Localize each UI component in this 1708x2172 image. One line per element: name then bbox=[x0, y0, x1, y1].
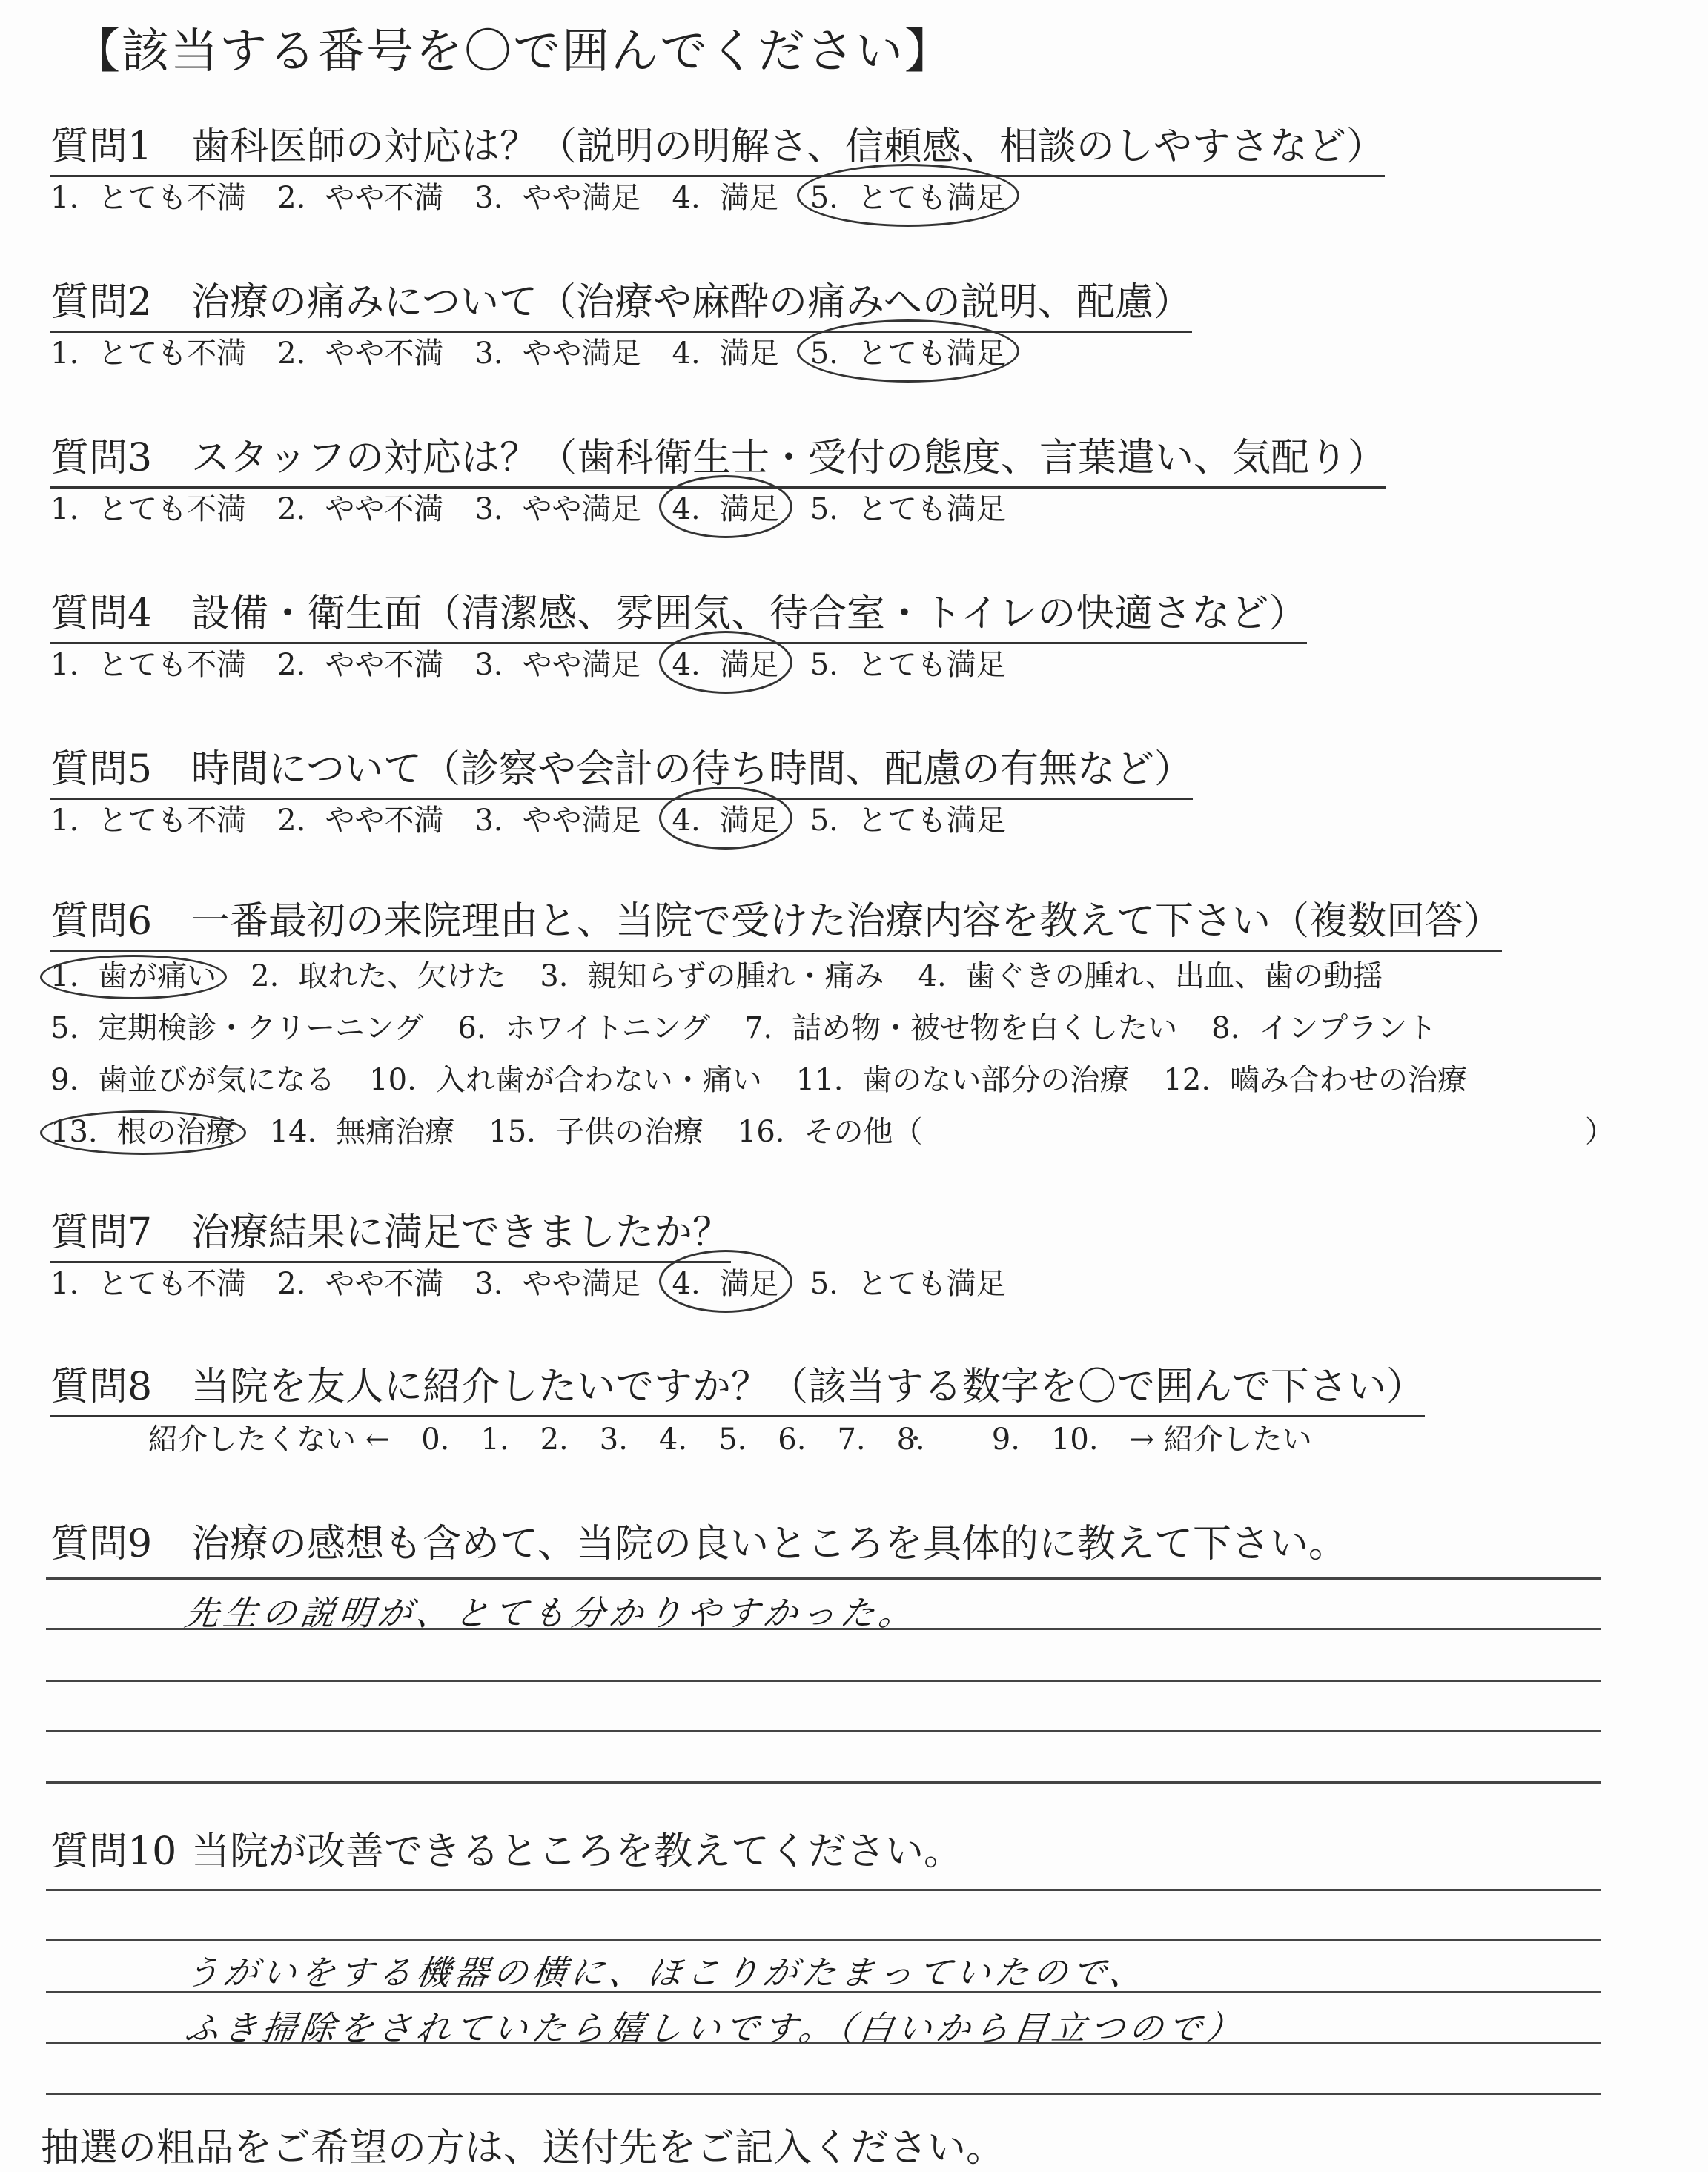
option-2[interactable] bbox=[277, 797, 443, 839]
option-16[interactable] bbox=[738, 1106, 923, 1158]
option-number: 2. bbox=[277, 337, 306, 371]
question-title: 質問7 治療結果に満足できましたか？ bbox=[50, 1201, 731, 1263]
option-label: 無痛治療 bbox=[336, 1115, 455, 1149]
option-8[interactable] bbox=[1211, 1002, 1437, 1054]
scale-value[interactable]: 10. bbox=[1050, 1423, 1099, 1457]
scale-value[interactable]: 5. bbox=[718, 1423, 747, 1457]
option-1[interactable] bbox=[50, 174, 246, 216]
option-number: 7. bbox=[744, 1011, 773, 1045]
option-number: 4. bbox=[672, 804, 701, 838]
option-number: 4. bbox=[672, 492, 701, 526]
option-row bbox=[50, 1002, 1501, 1054]
option-label: とても不満 bbox=[98, 648, 247, 682]
option-number: 3. bbox=[474, 804, 503, 838]
scale-value[interactable]: 2. bbox=[540, 1423, 569, 1457]
option-label: とても満足 bbox=[857, 804, 1006, 838]
option-13[interactable] bbox=[50, 1106, 236, 1158]
question-title: 質問10 当院が改善できるところを教えてください。 bbox=[50, 1830, 963, 1874]
option-5[interactable] bbox=[810, 641, 1006, 683]
option-label: やや不満 bbox=[325, 1267, 444, 1301]
option-9[interactable] bbox=[50, 1054, 335, 1106]
option-2[interactable] bbox=[277, 486, 443, 528]
option-label: 歯ぐきの腫れ、出血、歯の動揺 bbox=[965, 959, 1383, 993]
option-number: 11. bbox=[795, 1063, 844, 1097]
option-label: とても不満 bbox=[98, 804, 247, 838]
option-label: 満足 bbox=[719, 181, 779, 215]
option-label: 歯のない部分の治療 bbox=[862, 1063, 1130, 1097]
option-number: 5. bbox=[810, 492, 838, 526]
question-title: 質問4 設備・衛生面（清潔感、雰囲気、待合室・トイレの快適さなど） bbox=[50, 582, 1307, 644]
option-1[interactable] bbox=[50, 950, 216, 1002]
option-label: やや満足 bbox=[522, 337, 641, 371]
question-title: 質問5 時間について（診察や会計の待ち時間、配慮の有無など） bbox=[50, 738, 1193, 800]
option-row bbox=[50, 1054, 1501, 1106]
question-title: 質問8 当院を友人に紹介したいですか？（該当する数字を〇で囲んで下さい） bbox=[50, 1355, 1425, 1417]
option-number: 15. bbox=[489, 1115, 536, 1149]
option-number: 1. bbox=[50, 1267, 79, 1301]
option-number: 8. bbox=[1211, 1011, 1240, 1045]
option-10[interactable] bbox=[369, 1054, 762, 1106]
other-close-paren: ） bbox=[1585, 1115, 1615, 1149]
option-label: ホワイトニング bbox=[505, 1011, 710, 1045]
option-number: 4. bbox=[672, 337, 701, 371]
selected-circle bbox=[913, 1436, 918, 1440]
answer-line bbox=[46, 1730, 1601, 1732]
option-2[interactable] bbox=[251, 950, 506, 1002]
option-1[interactable] bbox=[50, 486, 246, 528]
option-label: 子供の治療 bbox=[555, 1115, 704, 1149]
option-number: 3. bbox=[474, 492, 503, 526]
option-number: 4. bbox=[672, 648, 701, 682]
option-label: 満足 bbox=[719, 1267, 779, 1301]
option-3[interactable] bbox=[474, 174, 640, 216]
option-label: 歯が痛い bbox=[98, 959, 217, 993]
answer-line bbox=[46, 2093, 1601, 2095]
option-number: 3. bbox=[540, 959, 569, 993]
option-5[interactable] bbox=[810, 330, 1006, 372]
options-q7 bbox=[50, 1260, 1037, 1302]
option-number: 1. bbox=[50, 804, 79, 838]
option-label: やや不満 bbox=[325, 492, 444, 526]
option-4[interactable] bbox=[672, 797, 779, 839]
option-number: 4. bbox=[672, 1267, 701, 1301]
option-11[interactable] bbox=[796, 1054, 1130, 1106]
option-4[interactable] bbox=[672, 486, 779, 528]
option-number: 5. bbox=[810, 648, 838, 682]
handwritten-answer-q10-line1: うがいをする機器の横に、ほこりがたまっていたので、 bbox=[182, 1953, 1151, 1993]
option-label: とても不満 bbox=[98, 1267, 247, 1301]
option-label: やや満足 bbox=[522, 648, 641, 682]
option-label: とても満足 bbox=[857, 648, 1006, 682]
option-4[interactable] bbox=[672, 174, 779, 216]
option-2[interactable] bbox=[277, 174, 443, 216]
option-number: 16. bbox=[737, 1115, 785, 1149]
option-1[interactable] bbox=[50, 330, 246, 372]
question-title: 質問9 治療の感想も含めて、当院の良いところを具体的に教えて下さい。 bbox=[50, 1522, 1347, 1566]
option-label: 根の治療 bbox=[116, 1115, 236, 1149]
option-5[interactable] bbox=[810, 797, 1006, 839]
option-label: 親知らずの腫れ・痛み bbox=[587, 959, 884, 993]
options-q3 bbox=[50, 486, 1037, 528]
option-12[interactable] bbox=[1163, 1054, 1467, 1106]
answer-line bbox=[46, 1939, 1601, 1941]
option-6[interactable] bbox=[457, 1002, 710, 1054]
option-label: やや不満 bbox=[325, 337, 444, 371]
scale-value[interactable]: 6. bbox=[778, 1423, 807, 1457]
options-q2 bbox=[50, 330, 1037, 372]
option-label: 定期検診・クリーニング bbox=[98, 1011, 424, 1045]
options-q5 bbox=[50, 797, 1037, 839]
option-number: 10. bbox=[369, 1063, 417, 1097]
option-5[interactable] bbox=[810, 174, 1006, 216]
option-number: 5. bbox=[50, 1011, 79, 1045]
question-title: 質問2 治療の痛みについて（治療や麻酔の痛みへの説明、配慮） bbox=[50, 271, 1192, 333]
option-label: 歯並びが気になる bbox=[98, 1063, 336, 1097]
option-label: 入れ歯が合わない・痛い bbox=[435, 1063, 762, 1097]
option-number: 3. bbox=[474, 337, 503, 371]
option-label: やや不満 bbox=[325, 648, 444, 682]
option-label: 満足 bbox=[719, 648, 779, 682]
scale-left-label: 紹介したくない ← bbox=[148, 1423, 391, 1457]
scale-value[interactable]: 4. bbox=[658, 1423, 688, 1457]
option-label: 満足 bbox=[719, 492, 779, 526]
answer-line bbox=[46, 1889, 1601, 1891]
option-label: 詰め物・被せ物を白くしたい bbox=[792, 1011, 1178, 1045]
option-label: とても満足 bbox=[857, 337, 1006, 371]
option-number: 1. bbox=[50, 648, 79, 682]
option-number: 1. bbox=[50, 337, 79, 371]
scale-values bbox=[421, 1423, 1129, 1457]
option-label: その他（ bbox=[804, 1115, 923, 1149]
option-number: 3. bbox=[474, 648, 503, 682]
option-7[interactable] bbox=[744, 1002, 1177, 1054]
option-4[interactable] bbox=[918, 950, 1383, 1002]
option-number: 1. bbox=[50, 492, 79, 526]
option-1[interactable] bbox=[50, 797, 246, 839]
option-label: やや満足 bbox=[522, 492, 641, 526]
option-label: やや満足 bbox=[522, 1267, 641, 1301]
question-title: 質問3 スタッフの対応は？（歯科衛生士・受付の態度、言葉遣い、気配り） bbox=[50, 426, 1386, 489]
option-number: 2. bbox=[277, 1267, 306, 1301]
option-number: 4. bbox=[672, 181, 701, 215]
option-3[interactable] bbox=[474, 797, 640, 839]
option-label: とても不満 bbox=[98, 181, 247, 215]
option-label: とても満足 bbox=[857, 492, 1006, 526]
answer-line bbox=[46, 1680, 1601, 1682]
options-q1 bbox=[50, 174, 1037, 216]
option-4[interactable] bbox=[672, 641, 779, 683]
handwritten-answer-q9: 先生の説明が、とても分かりやすかった。 bbox=[182, 1593, 921, 1633]
option-number: 1. bbox=[50, 181, 79, 215]
option-5[interactable] bbox=[50, 1002, 423, 1054]
scale-value[interactable]: 7. bbox=[837, 1423, 866, 1457]
option-number: 12. bbox=[1163, 1063, 1211, 1097]
footer-note: 抽選の粗品をご希望の方は、送付先をご記入ください。 bbox=[41, 2126, 1005, 2171]
option-5[interactable] bbox=[810, 486, 1006, 528]
option-label: やや不満 bbox=[325, 804, 444, 838]
handwritten-answer-q10-line2: ふき掃除をされていたら嬉しいです。（白いから目立つので） bbox=[182, 2008, 1248, 2048]
scale-value[interactable]: 8. bbox=[896, 1423, 925, 1457]
option-3[interactable] bbox=[540, 950, 884, 1002]
option-number: 6. bbox=[457, 1011, 486, 1045]
option-label: 取れた、欠けた bbox=[298, 959, 506, 993]
option-number: 5. bbox=[810, 1267, 838, 1301]
option-number: 3. bbox=[474, 1267, 503, 1301]
option-label: やや不満 bbox=[325, 181, 444, 215]
option-number: 5. bbox=[810, 804, 838, 838]
option-3[interactable] bbox=[474, 641, 640, 683]
option-4[interactable] bbox=[672, 330, 779, 372]
option-3[interactable] bbox=[474, 330, 640, 372]
question-title: 質問1 歯科医師の対応は？（説明の明解さ、信頼感、相談のしやすさなど） bbox=[50, 115, 1385, 177]
question-title: 質問6 一番最初の来院理由と、当院で受けた治療内容を教えて下さい（複数回答） bbox=[50, 890, 1502, 952]
page-header: 【該当する番号を〇で囲んでください】 bbox=[73, 24, 953, 79]
scale-value[interactable]: 3. bbox=[599, 1423, 628, 1457]
option-5[interactable] bbox=[810, 1260, 1006, 1302]
scale-value[interactable]: 1. bbox=[480, 1423, 509, 1457]
option-number: 4. bbox=[918, 959, 947, 993]
option-15[interactable] bbox=[489, 1106, 704, 1158]
option-number: 13. bbox=[50, 1115, 98, 1149]
option-label: とても満足 bbox=[857, 181, 1006, 215]
option-row bbox=[50, 950, 1501, 1002]
option-number: 2. bbox=[277, 804, 306, 838]
option-number: 5. bbox=[810, 337, 838, 371]
option-label: 満足 bbox=[719, 337, 779, 371]
options-q4 bbox=[50, 641, 1037, 683]
option-number: 1. bbox=[50, 959, 79, 993]
option-3[interactable] bbox=[474, 1260, 640, 1302]
scale-value[interactable]: 9. bbox=[991, 1423, 1020, 1457]
scale-right-label: → 紹介したい bbox=[1129, 1423, 1312, 1457]
option-label: とても不満 bbox=[98, 492, 247, 526]
option-label: とても満足 bbox=[857, 1267, 1006, 1301]
option-2[interactable] bbox=[277, 641, 443, 683]
option-number: 14. bbox=[269, 1115, 317, 1149]
scale-value[interactable]: 0. bbox=[421, 1423, 450, 1457]
option-number: 2. bbox=[277, 181, 306, 215]
option-2[interactable] bbox=[277, 1260, 443, 1302]
recommend-scale bbox=[148, 1416, 1343, 1458]
option-1[interactable] bbox=[50, 641, 246, 683]
options-q6 bbox=[50, 950, 1615, 1158]
option-label: インプラント bbox=[1259, 1011, 1437, 1045]
option-2[interactable] bbox=[277, 330, 443, 372]
option-14[interactable] bbox=[270, 1106, 455, 1158]
option-row bbox=[50, 1106, 1615, 1158]
option-number: 2. bbox=[251, 959, 279, 993]
option-label: 満足 bbox=[719, 804, 779, 838]
option-number: 3. bbox=[474, 181, 503, 215]
option-number: 2. bbox=[277, 648, 306, 682]
option-label: やや満足 bbox=[522, 181, 641, 215]
option-label: やや満足 bbox=[522, 804, 641, 838]
option-label: とても不満 bbox=[98, 337, 247, 371]
option-1[interactable] bbox=[50, 1260, 246, 1302]
option-4[interactable] bbox=[672, 1260, 779, 1302]
answer-line bbox=[46, 1577, 1601, 1580]
option-number: 5. bbox=[810, 181, 838, 215]
option-label: 嚙み合わせの治療 bbox=[1230, 1063, 1468, 1097]
option-3[interactable] bbox=[474, 486, 640, 528]
option-number: 9. bbox=[50, 1063, 79, 1097]
answer-line bbox=[46, 1781, 1601, 1784]
option-number: 2. bbox=[277, 492, 306, 526]
